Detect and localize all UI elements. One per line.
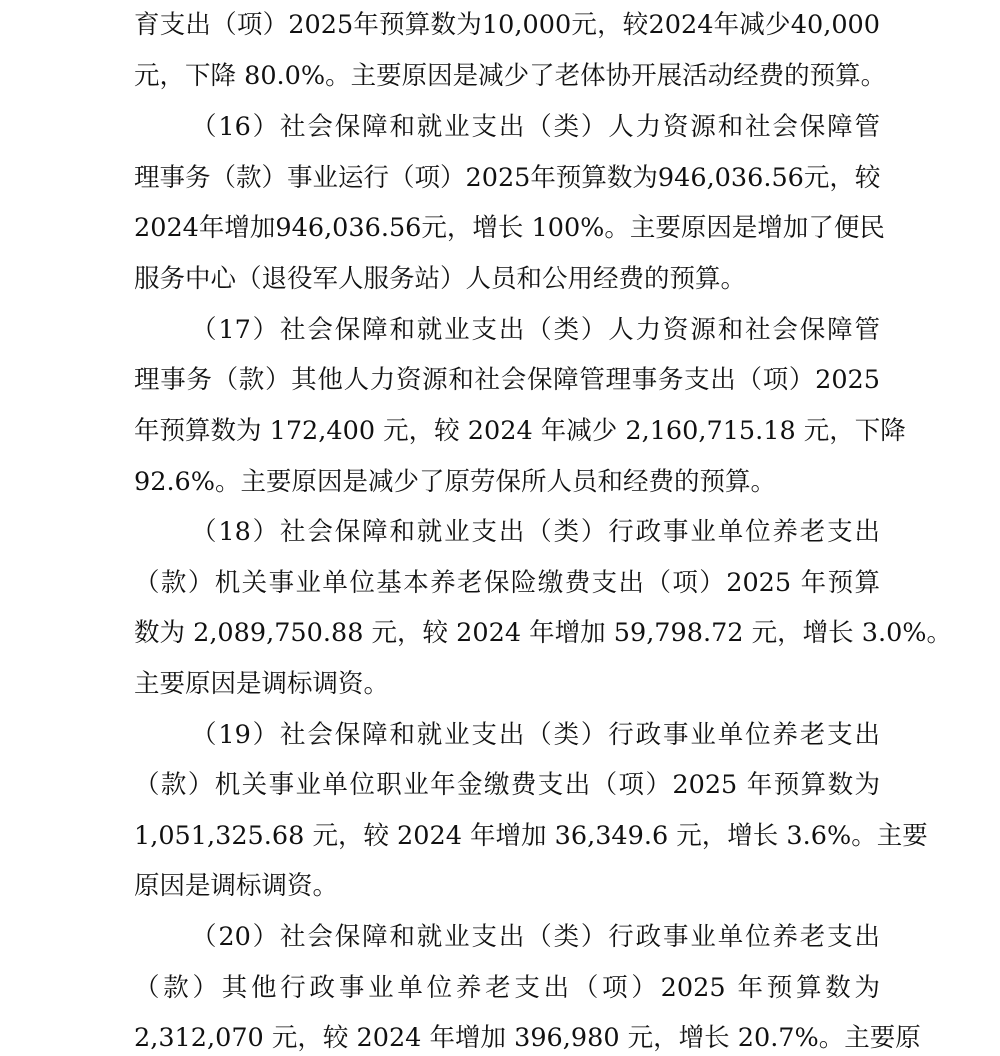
text-line: （款）机关事业单位基本养老保险缴费支出（项）2025 年预算 [134, 568, 880, 598]
text-line: 服务中心（退役军人服务站）人员和公用经费的预算。 [134, 264, 747, 294]
text-line: 92.6%。主要原因是减少了原劳保所人员和经费的预算。 [134, 467, 777, 497]
paragraph-16-first-line: （16）社会保障和就业支出（类）人力资源和社会保障管 [191, 112, 880, 142]
text-line: 元，下降 80.0%。主要原因是减少了老体协开展活动经费的预算。 [134, 61, 887, 91]
text-line: 理事务（款）其他人力资源和社会保障管理事务支出（项）2025 [134, 365, 880, 395]
text-line: （款）机关事业单位职业年金缴费支出（项）2025 年预算数为 [134, 770, 880, 800]
text-line: 主要原因是调标调资。 [134, 669, 390, 699]
text-line: 育支出（项）2025年预算数为10,000元，较2024年减少40,000 [134, 10, 880, 40]
text-line: 2024年增加946,036.56元，增长 100%。主要原因是增加了便民 [134, 213, 885, 243]
text-line: 年预算数为 172,400 元，较 2024 年减少 2,160,715.18 元，下降 [134, 416, 906, 446]
text-line: 2,312,070 元，较 2024 年增加 396,980 元，增长 20.7%。主要原 [134, 1023, 921, 1053]
paragraph-18-first-line: （18）社会保障和就业支出（类）行政事业单位养老支出 [191, 517, 880, 547]
text-line: 理事务（款）事业运行（项）2025年预算数为946,036.56元，较 [134, 163, 881, 193]
text-line: 原因是调标调资。 [134, 871, 339, 901]
text-line: 数为 2,089,750.88 元，较 2024 年增加 59,798.72 元，增长 3.0%。 [134, 618, 953, 648]
paragraph-19-first-line: （19）社会保障和就业支出（类）行政事业单位养老支出 [191, 720, 880, 750]
text-line: （款）其他行政事业单位养老支出（项）2025 年预算数为 [134, 973, 880, 1003]
paragraph-20-first-line: （20）社会保障和就业支出（类）行政事业单位养老支出 [191, 922, 880, 952]
paragraph-17-first-line: （17）社会保障和就业支出（类）人力资源和社会保障管 [191, 315, 880, 345]
text-line: 1,051,325.68 元，较 2024 年增加 36,349.6 元，增长 3.6%。主要 [134, 821, 928, 851]
